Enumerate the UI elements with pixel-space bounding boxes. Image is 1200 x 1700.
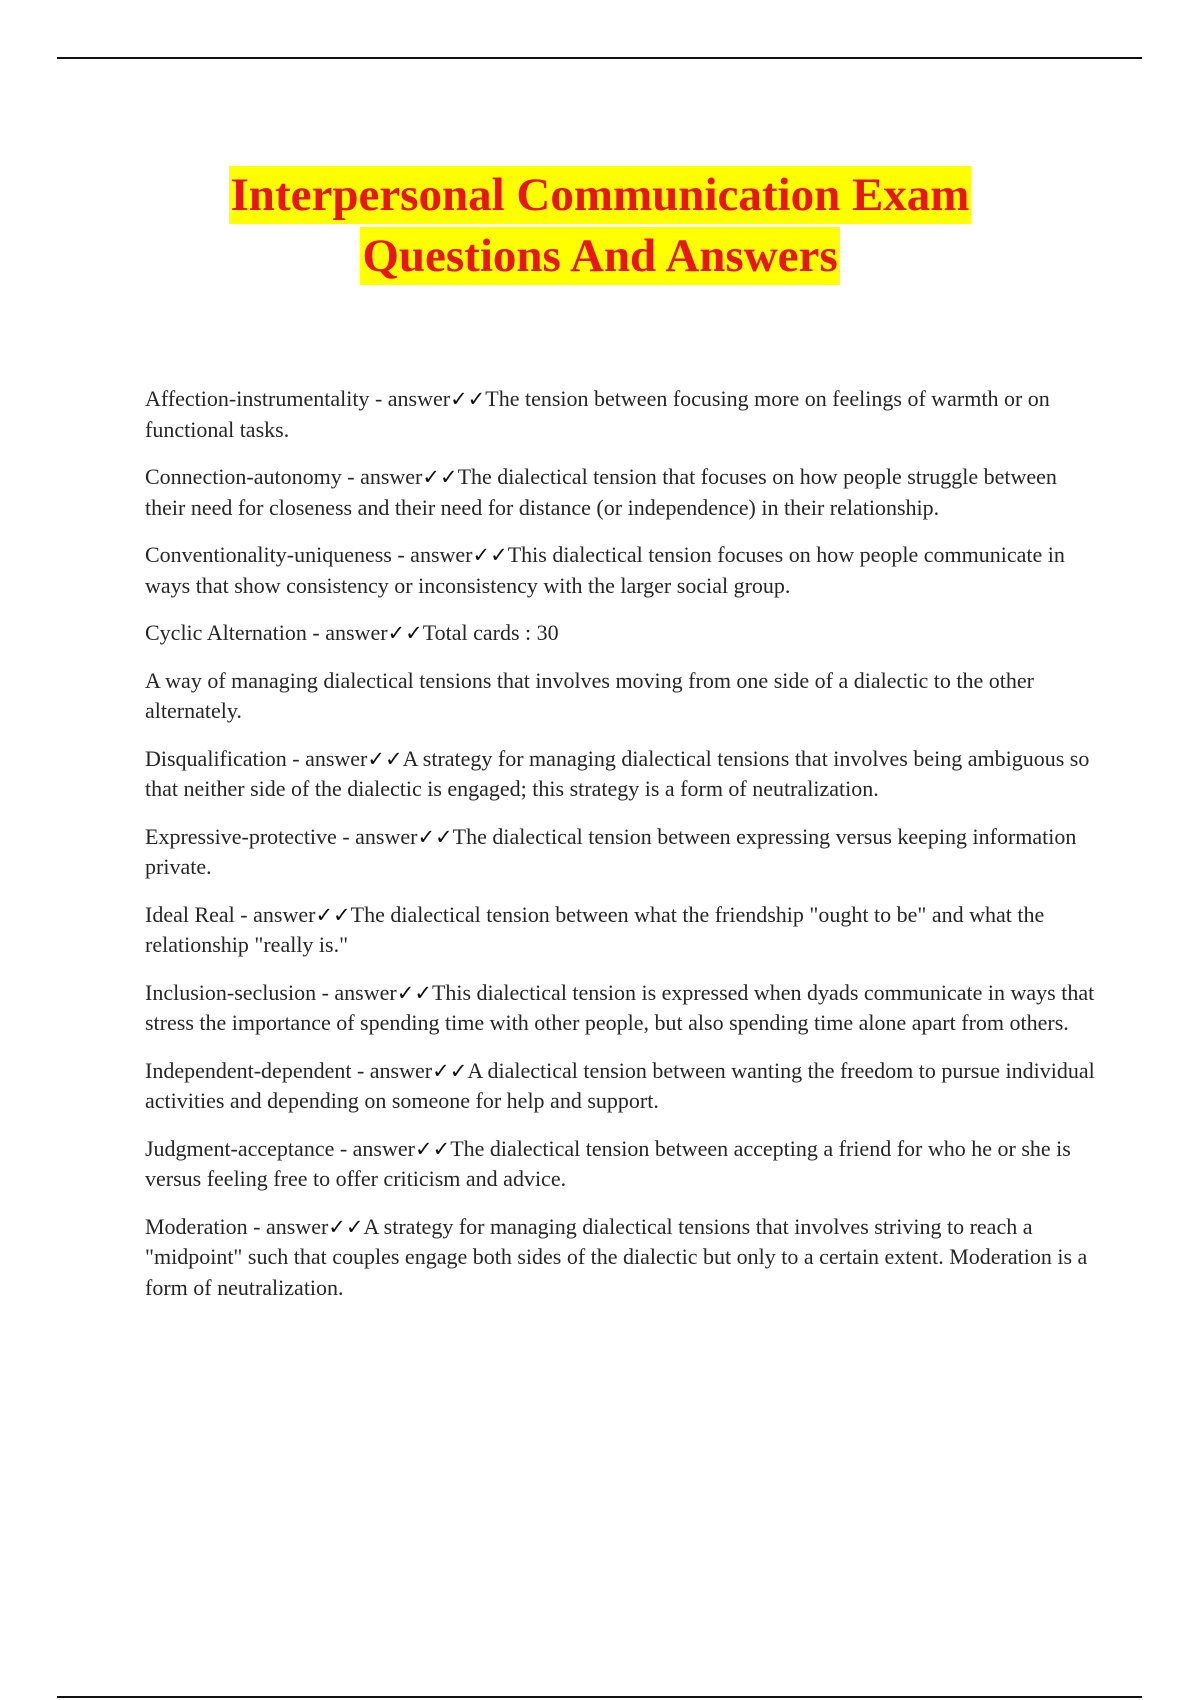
check-marks-icon: ✓✓ <box>396 980 432 1005</box>
entry-term: Conventionality-uniqueness <box>145 542 392 567</box>
qa-entry <box>145 978 1095 1039</box>
qa-entry <box>145 462 1095 523</box>
entry-term: Disqualification <box>145 745 287 771</box>
top-rule <box>57 57 1142 59</box>
qa-list <box>145 384 1095 1320</box>
entry-term: Inclusion-seclusion <box>145 979 317 1005</box>
answer-separator: - answer <box>286 745 368 771</box>
entry-definition: A strategy for managing dialectical tensions that involves being ambiguous so that neither side of the dialectic is engaged; this strategy is a form of neutralization. <box>145 745 1090 801</box>
check-marks-icon: ✓✓ <box>414 1136 451 1161</box>
entry-definition: The tension between focusing more on feelings of warmth or on functional tasks. <box>145 386 1050 442</box>
qa-entry <box>145 1212 1095 1304</box>
entry-definition: Total cards : 30 <box>422 620 559 645</box>
qa-entry <box>145 744 1095 805</box>
document-title <box>0 166 1200 288</box>
answer-separator: - answer <box>336 823 418 849</box>
qa-entry <box>145 1056 1095 1117</box>
continuation-paragraph: A way of managing dialectical tensions that involves moving from one side of a dialectic to the other alternately. <box>145 667 1034 723</box>
entry-definition: This dialectical tension focuses on how people communicate in ways that show consistency or inconsistency with the larger social group. <box>145 542 1065 598</box>
check-marks-icon: ✓✓ <box>315 902 351 927</box>
qa-entry <box>145 822 1095 883</box>
check-marks-icon: ✓✓ <box>432 1058 468 1083</box>
entry-term: Affection-instrumentality <box>145 386 370 411</box>
bottom-rule <box>57 1696 1142 1698</box>
check-marks-icon: ✓✓ <box>387 621 423 645</box>
check-marks-icon: ✓✓ <box>450 387 486 411</box>
qa-entry <box>145 900 1095 961</box>
entry-definition: The dialectical tension between expressing versus keeping information private. <box>145 823 1077 879</box>
qa-entry <box>145 1134 1095 1195</box>
check-marks-icon: ✓✓ <box>472 543 508 567</box>
answer-separator: - answer <box>341 464 423 489</box>
answer-separator: - answer <box>247 1213 329 1239</box>
entry-definition: A strategy for managing dialectical tensions that involves striving to reach a "midpoint" such that couples engage both sides of the dialectic but only to a certain extent. Moderation is a form of neutralization. <box>145 1213 1088 1300</box>
check-marks-icon: ✓✓ <box>422 465 458 489</box>
entry-term: Independent-dependent <box>145 1057 352 1083</box>
entry-term: Cyclic Alternation <box>145 620 307 645</box>
answer-separator: - answer <box>369 386 451 411</box>
answer-separator: - answer <box>391 542 473 567</box>
check-marks-icon: ✓✓ <box>328 1214 364 1239</box>
qa-entry <box>145 384 1095 445</box>
entry-term: Moderation <box>145 1213 248 1239</box>
title-line-1: Interpersonal Communication Exam <box>229 166 972 224</box>
entry-definition: The dialectical tension that focuses on how people struggle between their need for closeness and their need for distance (or independence) in their relationship. <box>145 464 1057 520</box>
title-line-2: Questions And Answers <box>360 227 839 285</box>
answer-separator: - answer <box>316 979 397 1005</box>
answer-separator: - answer <box>306 620 388 645</box>
entry-term: Judgment-acceptance <box>145 1135 335 1161</box>
entry-definition: A dialectical tension between wanting the freedom to pursue individual activities and depending on someone for help and support. <box>145 1057 1095 1113</box>
entry-definition: The dialectical tension between what the friendship "ought to be" and what the relationship "really is." <box>145 901 1045 957</box>
entry-definition: The dialectical tension between accepting a friend for who he or she is versus feeling free to offer criticism and advice. <box>145 1135 1071 1191</box>
qa-entry <box>145 618 1095 649</box>
check-marks-icon: ✓✓ <box>417 824 453 849</box>
answer-separator: - answer <box>351 1057 433 1083</box>
entry-term: Expressive-protective <box>145 823 337 849</box>
entry-term: Connection-autonomy <box>145 464 342 489</box>
answer-separator: - answer <box>334 1135 415 1161</box>
entry-definition: This dialectical tension is expressed when dyads communicate in ways that stress the importance of spending time with other people, but also spending time alone apart from others. <box>145 979 1095 1035</box>
answer-separator: - answer <box>234 901 316 927</box>
qa-entry <box>145 540 1095 601</box>
check-marks-icon: ✓✓ <box>367 746 403 771</box>
entry-term: Ideal Real <box>145 901 235 927</box>
